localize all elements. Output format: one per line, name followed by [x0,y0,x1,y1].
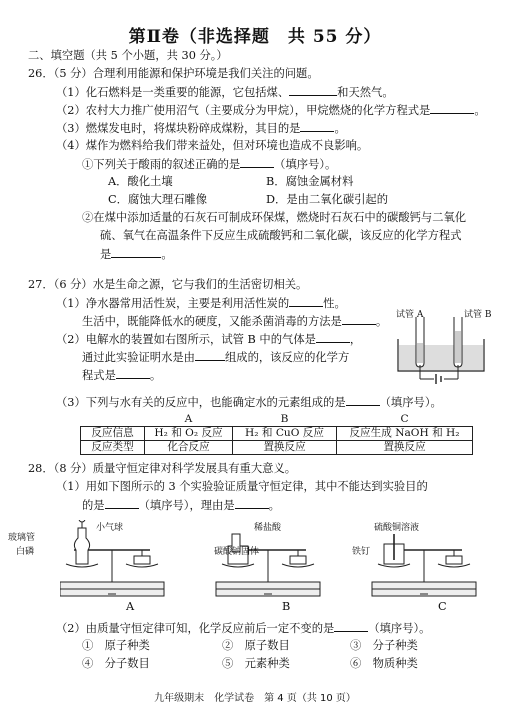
table-cell: 反应类型 [81,441,145,455]
section-heading: 二、填空题（共 5 个小题，共 30 分。） [28,49,228,62]
q28-option: ④ 分子数目 [82,657,150,670]
q27-line1: （1）净水器常用活性炭，主要是利用活性炭的 性。 [56,297,346,310]
fig-label-balloon: 小气球 [96,523,124,533]
table-header-row [81,413,473,427]
table-row [81,427,473,441]
q27-stem: 27．（6 分）水是生命之源，它与我们的生活密切相关。 [28,278,308,291]
fig-label-hydrochloric-acid: 稀盐酸 [254,523,282,533]
q26-option-c: C．腐蚀大理石雕像 [108,193,208,206]
q26-option-a: A．酸化土壤 [108,175,173,188]
table-header-cell [81,413,145,427]
table-row [81,441,473,455]
q26-sub1: ①下列关于酸雨的叙述正确的是 （填序号）。 [82,158,337,171]
q27-line2d: 程式是 。 [82,369,162,382]
table-cell: 置换反应 [233,441,337,455]
fig-caption-c: C [438,600,447,613]
fig-label-tube-b: 试管 B [464,310,492,320]
balance-experiments-figure [60,520,480,610]
table-cell: 反应信息 [81,427,145,441]
table-cell: 化合反应 [145,441,233,455]
q26-line1: （1）化石燃料是一类重要的能源，它包括煤、 和天然气。 [56,86,394,99]
fig-caption-b: B [282,600,291,613]
q28-option: ② 原子数目 [222,639,290,652]
table-header-cell: B [233,413,337,427]
q26-option-b: B．腐蚀金属材料 [266,175,354,188]
fig-label-glass-tube: 玻璃管 [8,533,36,543]
q26-line4: （4）煤作为燃料给我们带来益处，但对环境也造成不良影响。 [56,139,369,152]
table-cell: H₂ 和 CuO 反应 [233,427,337,441]
fig-label-sodium-carbonate: 碳酸钠固体 [214,547,260,557]
q26-line2: （2）农村大力推广使用沼气（主要成分为甲烷），甲烷燃烧的化学方程式是 。 [56,104,486,117]
fig-label-iron-nail: 铁钉 [352,547,371,557]
fig-label-tube-a: 试管 A [396,310,424,320]
fig-label-white-phosphorus: 白磷 [16,547,35,557]
q26-sub2-line3: 是 。 [100,248,173,261]
q28-option: ⑥ 物质种类 [350,657,418,670]
q28-option: ⑤ 元素种类 [222,657,290,670]
q26-sub2-line2: 硫、氧气在高温条件下反应生成硫酸钙和二氧化碳，该反应的化学方程式 [100,229,462,242]
table-header-cell: C [337,413,473,427]
q28-option: ① 原子种类 [82,639,150,652]
page-title: 第Ⅱ卷（非选择题 共 55 分） [128,27,382,47]
q27-line3: （3）下列与水有关的反应中，也能确定水的元素组成的是 （填序号）。 [56,396,442,409]
q28-line1b: 的是 （填序号），理由是 。 [82,499,280,512]
q28-line1: （1）用如下图所示的 3 个实验验证质量守恒定律，其中不能达到实验目的 [56,480,428,493]
table-cell: 置换反应 [337,441,473,455]
table-cell: 反应生成 NaOH 和 H₂ [337,427,473,441]
fig-caption-a: A [126,600,135,613]
q28-stem: 28．（8 分）质量守恒定律对科学发展具有重大意义。 [28,462,297,475]
q28-line2: （2）由质量守恒定律可知，化学反应前后一定不变的是 （填序号）。 [56,622,431,635]
q26-option-d: D．是由二氧化碳引起的 [266,193,389,206]
page-footer: 九年级期末 化学试卷 第 4 页（共 10 页） [154,693,356,704]
q28-option: ③ 分子种类 [350,639,418,652]
table-cell: H₂ 和 O₂ 反应 [145,427,233,441]
table-header-cell: A [145,413,233,427]
q26-stem: 26．（5 分）合理利用能源和保护环境是我们关注的问题。 [28,67,319,80]
q27-reaction-table [80,413,473,455]
q26-line3: （3）燃煤发电时，将煤块粉碎成煤粉，其目的是 。 [56,122,346,135]
q27-line2: （2）电解水的装置如右图所示，试管 B 中的气体是 ， [56,333,362,346]
fig-label-copper-sulfate: 硫酸铜溶液 [374,523,420,533]
q27-line1c: 生活中，既能降低水的硬度，又能杀菌消毒的方法是 。 [82,315,388,328]
q27-line2b: 通过此实验证明水是由 组成的，该反应的化学方 [82,351,350,364]
q26-sub2-line1: ②在煤中添加适量的石灰石可制成环保煤，燃烧时石灰石中的碳酸钙与二氧化 [82,211,467,224]
